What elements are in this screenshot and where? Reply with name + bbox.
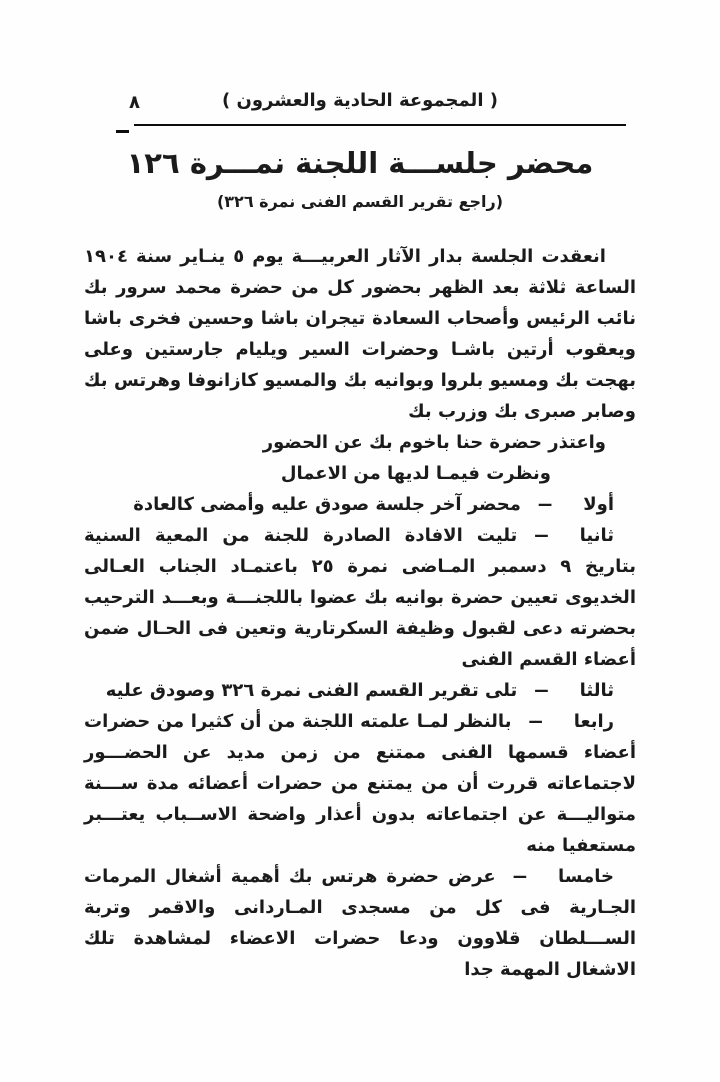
item-ordinal: خامسا	[558, 866, 614, 887]
apology-line: واعتذر حضرة حنا باخوم بك عن الحضور	[262, 432, 606, 453]
item-dash: ــ	[535, 521, 548, 542]
item-ordinal: ثانيا	[579, 525, 614, 546]
item-ordinal: ثالثا	[579, 680, 614, 701]
item-ordinal: رابعا	[573, 711, 614, 732]
item-dash: ــ	[535, 676, 548, 697]
item-text: محضر آخر جلسة صودق عليه وأمضى كالعادة	[133, 494, 521, 515]
item-text: عرض حضرة هرتس بك أهمية أشغال المرمات الجـارية فى كل من مسجدى المـاردانى والاقمر وتربة الســـلطان قلاوون ودعا حضرات الاعضاء لمشاهدة تلك الاشغال المهمة جدا	[84, 866, 636, 980]
header-divider	[134, 124, 626, 126]
item-dash: ــ	[513, 862, 527, 883]
page-header	[84, 0, 636, 111]
divider-dash	[116, 130, 129, 133]
item-dash: ــ	[529, 707, 542, 728]
agenda-item	[84, 520, 636, 675]
item-ordinal: أولا	[583, 494, 614, 515]
item-text: تلى تقرير القسم الفنى نمرة ٣٢٦ وصودق عليه	[105, 680, 518, 701]
document-subtitle: (راجع تقرير القسم الفنى نمرة ٣٢٦)	[216, 192, 504, 211]
opening-paragraph: انعقدت الجلسة بدار الآثار العربيـــة يوم ٥ ينـاير سنة ١٩٠٤ الساعة ثلاثة بعد الظهر بحضور كل من حضرة محمد سرور بك نائب الرئيس وأصحاب السعادة تيجران باشا وحسين فخرى باشا ويعقوب أرتين باشـا وحضرات السير ويليام جارستين وعلى بهجت بك ومسيو بلروا وبوانيه بك والمسيو كازانوفا وهرتس بك وصابر صبرى بك وزرب بك	[84, 246, 636, 422]
agenda-item	[84, 861, 636, 985]
series-title: ( المجموعة الحادية والعشرون )	[222, 90, 498, 111]
agenda-items	[84, 489, 636, 985]
document-body	[84, 241, 636, 985]
item-text: بالنظر لمـا علمته اللجنة من أن كثيرا من حضرات أعضاء قسمها الفنى ممتنع من زمن مديد عن الحضـــور لاجتماعاته قررت أن من يمتنع من حضرات أعضائه مدة ســـنة متواليـــة عن اجتماعاته بدون أعذار واضحة الاســباب يعتـــبر مستعفيا منه	[84, 711, 636, 856]
agenda-intro-line: ونظرت فيمـا لديها من الاعمال	[280, 463, 551, 484]
item-dash: ــ	[538, 490, 552, 511]
page-number: ٨	[129, 92, 140, 113]
item-text: تليت الافادة الصادرة للجنة من المعية السنية بتاريخ ٩ دسمبر المـاضى نمرة ٢٥ باعتمـاد الجناب العـالى الخديوى تعيين حضرة بوانيه بك عضوا باللجنـــة وبعـــد الترحيب بحضرته دعى لقبول وظيفة السكرتارية وتعين فى الحـال ضمن أعضاء القسم الفنى	[84, 525, 636, 670]
text-column	[84, 0, 636, 985]
agenda-item	[84, 706, 636, 861]
document-title: محضر جلســـة اللجنة نمـــرة ١٢٦	[126, 146, 594, 180]
